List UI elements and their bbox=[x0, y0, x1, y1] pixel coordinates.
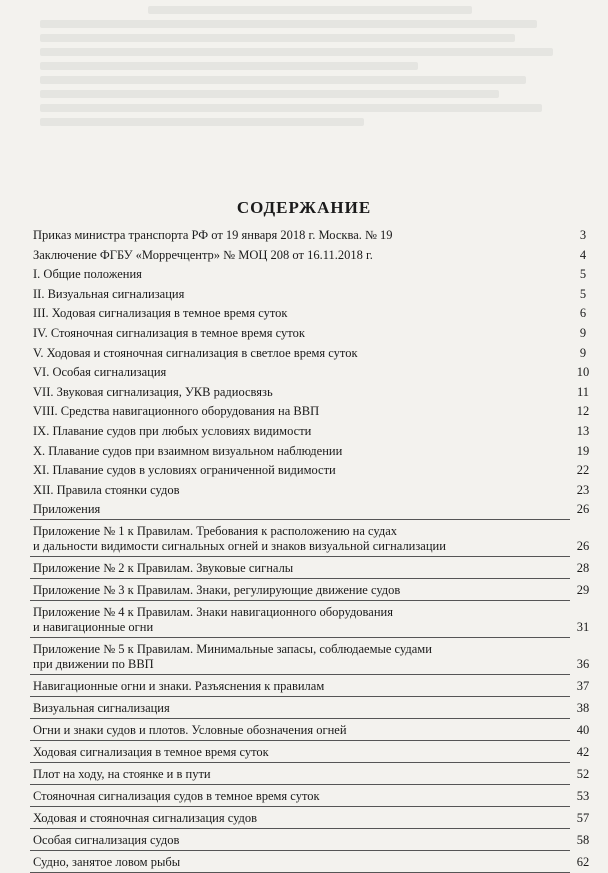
toc-entry bbox=[33, 561, 590, 576]
toc-divider bbox=[30, 556, 570, 557]
toc-entry-title: Плот на ходу, на стоянке и в пути bbox=[33, 767, 211, 782]
toc-entry bbox=[33, 701, 590, 716]
toc-page-number: 29 bbox=[576, 583, 590, 598]
toc-page-number: 53 bbox=[576, 789, 590, 804]
toc-entry bbox=[33, 482, 590, 498]
toc-entry bbox=[33, 524, 590, 554]
toc-entry bbox=[33, 463, 590, 478]
toc-entry-title: II. Визуальная сигнализация bbox=[33, 286, 185, 301]
toc-entry bbox=[33, 605, 590, 635]
toc-entry bbox=[33, 745, 590, 760]
toc-entry bbox=[33, 583, 590, 598]
toc-page-number: 42 bbox=[576, 745, 590, 760]
toc-entry-title: III. Ходовая сигнализация в темное время суток bbox=[33, 306, 288, 321]
toc-page-number: 5 bbox=[579, 267, 587, 282]
toc-page-number: 26 bbox=[576, 539, 590, 554]
toc-entry-title: Приложение № 1 к Правилам. Требования к расположению на судах bbox=[33, 524, 398, 539]
toc-entry-title: Приложение № 2 к Правилам. Звуковые сигналы bbox=[33, 561, 294, 576]
toc-page-number: 3 bbox=[579, 228, 587, 242]
toc-entry-title: IX. Плавание судов при любых условиях видимости bbox=[33, 424, 312, 438]
toc-entry-title: I. Общие положения bbox=[33, 267, 142, 282]
toc-entry-title: Заключение ФГБУ «Морречцентр» № МОЦ 208 от 16.11.2018 г. bbox=[33, 247, 373, 262]
toc-entry-title: Приложение № 4 к Правилам. Знаки навигационного оборудования bbox=[33, 605, 393, 620]
toc-entry bbox=[33, 267, 587, 282]
toc-entry-title: Визуальная сигнализация bbox=[33, 701, 170, 716]
toc-entry-title: VI. Особая сигнализация bbox=[33, 365, 167, 380]
toc-divider bbox=[30, 519, 570, 520]
toc-entry-title: Приложения bbox=[33, 502, 101, 517]
toc-entry bbox=[33, 424, 590, 439]
toc-divider bbox=[30, 674, 570, 675]
toc-entry-title: Особая сигнализация судов bbox=[33, 833, 180, 848]
toc-entry bbox=[33, 306, 587, 321]
toc-page-number: 26 bbox=[576, 502, 590, 517]
toc-page-number: 9 bbox=[579, 326, 587, 340]
toc-entry bbox=[33, 502, 590, 517]
toc-page-number: 57 bbox=[576, 811, 590, 826]
toc-divider bbox=[30, 578, 570, 579]
toc-page-number: 12 bbox=[576, 404, 590, 419]
toc-page-number: 10 bbox=[576, 365, 590, 380]
toc-page-number: 11 bbox=[576, 384, 590, 399]
toc-page-number: 13 bbox=[576, 424, 590, 438]
toc-entry-title: Навигационные огни и знаки. Разъяснения к правилам bbox=[33, 679, 325, 694]
toc-entry bbox=[33, 811, 590, 826]
toc-entry-title-continued: и навигационные огни bbox=[33, 620, 154, 635]
toc-entry bbox=[33, 247, 587, 263]
toc-divider bbox=[30, 740, 570, 741]
toc-page-number: 23 bbox=[576, 482, 590, 497]
toc-entry bbox=[33, 443, 590, 459]
toc-page-number: 4 bbox=[579, 247, 587, 262]
toc-entry-title: V. Ходовая и стояночная сигнализация в светлое время суток bbox=[33, 345, 358, 360]
toc-entry bbox=[33, 855, 590, 870]
toc-entry-title: IV. Стояночная сигнализация в темное время суток bbox=[33, 326, 305, 340]
toc-entry bbox=[33, 723, 590, 738]
toc-page-number: 6 bbox=[579, 306, 587, 321]
toc-divider bbox=[30, 828, 570, 829]
toc-entry bbox=[33, 833, 590, 848]
toc-page-number: 28 bbox=[576, 561, 590, 576]
toc-divider bbox=[30, 784, 570, 785]
toc-divider bbox=[30, 696, 570, 697]
toc-divider bbox=[30, 806, 570, 807]
toc-page-number: 22 bbox=[576, 463, 590, 478]
toc-entry bbox=[33, 384, 590, 400]
toc-page-number: 37 bbox=[576, 679, 590, 694]
toc-divider bbox=[30, 762, 570, 763]
toc-entry bbox=[33, 365, 590, 380]
toc-entry bbox=[33, 789, 590, 804]
toc-page-number: 9 bbox=[579, 345, 587, 360]
toc-page-number: 40 bbox=[576, 723, 590, 738]
toc-entry bbox=[33, 286, 587, 302]
toc-entry-title-continued: при движении по ВВП bbox=[33, 657, 154, 672]
toc-entry-title: Приложение № 3 к Правилам. Знаки, регулирующие движение судов bbox=[33, 583, 401, 598]
toc-page-number: 52 bbox=[576, 767, 590, 782]
toc-entry-title: Огни и знаки судов и плотов. Условные обозначения огней bbox=[33, 723, 347, 738]
toc-entry bbox=[33, 642, 590, 672]
toc-entry-title: Приложение № 5 к Правилам. Минимальные запасы, соблюдаемые судами bbox=[33, 642, 432, 657]
toc-entry bbox=[33, 679, 590, 694]
toc-page-number: 5 bbox=[579, 286, 587, 301]
toc-divider bbox=[30, 600, 570, 601]
toc-entry bbox=[33, 345, 587, 361]
toc-page-number: 31 bbox=[576, 620, 590, 635]
toc-entry-title: Ходовая сигнализация в темное время суток bbox=[33, 745, 269, 760]
toc-entry bbox=[33, 228, 587, 243]
toc-page-number: 62 bbox=[576, 855, 590, 870]
toc-entry-title: Стояночная сигнализация судов в темное время суток bbox=[33, 789, 320, 804]
toc-page-number: 36 bbox=[576, 657, 590, 672]
toc-entry-title: VIII. Средства навигационного оборудования на ВВП bbox=[33, 404, 320, 419]
toc-entry bbox=[33, 326, 587, 341]
toc-entry-title: XI. Плавание судов в условиях ограниченной видимости bbox=[33, 463, 336, 478]
toc-entry bbox=[33, 404, 590, 419]
toc-page-number: 38 bbox=[576, 701, 590, 716]
toc-entry-title: VII. Звуковая сигнализация, УКВ радиосвязь bbox=[33, 384, 273, 399]
toc-entry-title: Судно, занятое ловом рыбы bbox=[33, 855, 181, 870]
toc-entry-title: X. Плавание судов при взаимном визуальном наблюдении bbox=[33, 443, 343, 458]
toc-entry-title: Приказ министра транспорта РФ от 19 января 2018 г. Москва. № 19 bbox=[33, 228, 393, 242]
toc-divider bbox=[30, 637, 570, 638]
toc-divider bbox=[30, 850, 570, 851]
toc-entry bbox=[33, 767, 590, 782]
toc-entry-title: Ходовая и стояночная сигнализация судов bbox=[33, 811, 258, 826]
toc-page-number: 58 bbox=[576, 833, 590, 848]
bleed-through-text bbox=[40, 0, 580, 160]
toc-entry-title: XII. Правила стоянки судов bbox=[33, 482, 180, 497]
toc-divider bbox=[30, 718, 570, 719]
page-title: СОДЕРЖАНИЕ bbox=[236, 198, 372, 217]
toc-entry-title-continued: и дальности видимости сигнальных огней и знаков визуальной сигнализации bbox=[33, 539, 446, 554]
toc-page-number: 19 bbox=[576, 443, 590, 458]
